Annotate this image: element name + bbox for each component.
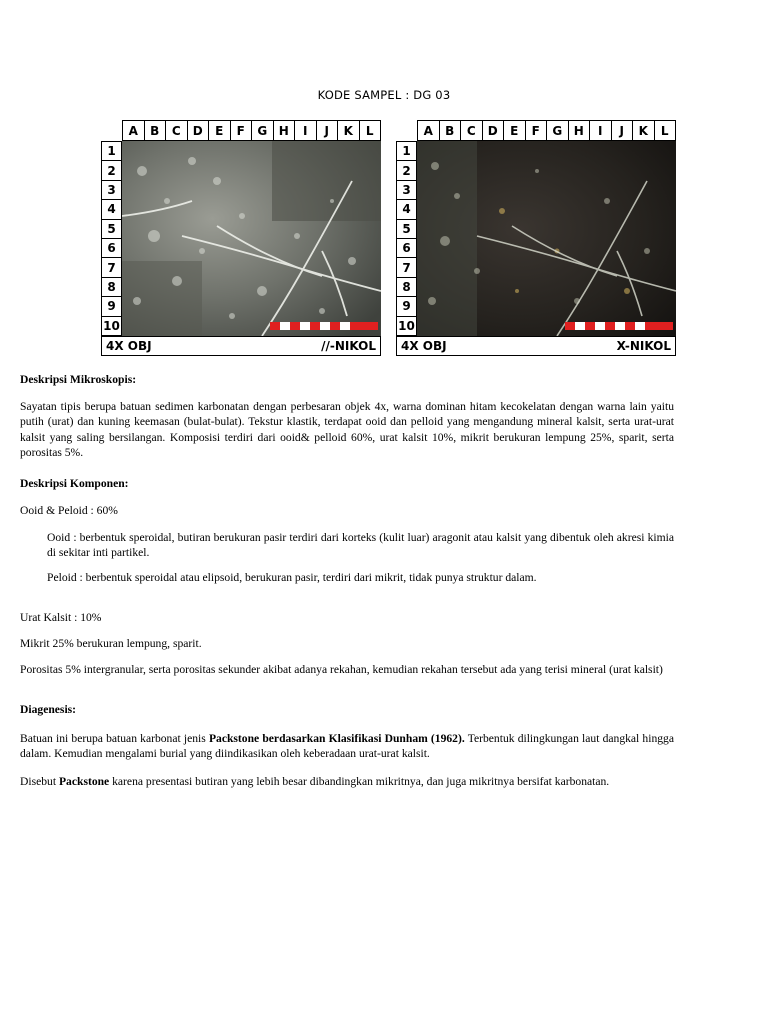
grid-column-label: K (632, 120, 654, 141)
ooid-description: Ooid : berbentuk speroidal, butiran berukuran pasir terdiri dari korteks (kulit luar) aragonit atau kalsit yang dibentuk oleh akresi kimia di sekitar inti partikel. (47, 531, 674, 560)
grid-column-label: E (208, 120, 230, 141)
grid-column-labels (417, 120, 676, 141)
peloid-description: Peloid : berbentuk speroidal atau elipsoid, berukuran pasir, terdiri dari mikrit, tidak punya struktur dalam. (47, 571, 537, 584)
grid-row-label: 3 (396, 180, 417, 199)
micrograph-panel-xpl (396, 120, 676, 356)
ooid-peloid-line: Ooid & Peloid : 60% (20, 504, 118, 517)
grid-column-label: C (165, 120, 187, 141)
grid-row-label: 5 (396, 219, 417, 238)
grid-column-label: J (316, 120, 338, 141)
grid-row-label: 4 (101, 199, 122, 218)
caption-bar-xpl (396, 336, 676, 356)
diag-p1-bold: Packstone berdasarkan Klasifikasi Dunham (1962). (208, 732, 465, 745)
grid-row-label: 9 (101, 296, 122, 315)
diag-p1-text-b: Terbentuk dilingkungan laut dangkal hingga dalam. Kemudian mengalami burial yang diindikasikan oleh keberadaan urat-urat kalsit. (20, 732, 674, 761)
grid-column-label: H (273, 120, 295, 141)
grid-column-label: J (611, 120, 633, 141)
caption-bar-ppl (101, 336, 381, 356)
grid-column-label: B (144, 120, 166, 141)
grid-column-label: F (525, 120, 547, 141)
grid-column-label: I (589, 120, 611, 141)
grid-row-label: 4 (396, 199, 417, 218)
diagenesis-paragraph-1 (20, 731, 674, 762)
nicol-mode-label: //-NIKOL (321, 339, 376, 353)
grid-column-label: H (568, 120, 590, 141)
grid-row-label: 6 (396, 238, 417, 257)
grid-row-label: 10 (101, 316, 122, 336)
grid-column-labels (122, 120, 381, 141)
grid-row-label: 7 (396, 257, 417, 276)
objective-label: 4X OBJ (401, 339, 447, 353)
grid-row-label: 5 (101, 219, 122, 238)
diag-p2-text-b: karena presentasi butiran yang lebih besar dibandingkan mikritnya, dan juga mikritnya bersifat karbonatan. (109, 775, 610, 788)
mikroskopis-paragraph: Sayatan tipis berupa batuan sedimen karbonatan dengan perbesaran objek 4x, warna dominan hitam kecokelatan dengan warna lain yaitu putih (urat) dan kuning keemasan (bulat-bulat). Tekstur klastik, terdapat ooid dan pelloid yang mengandung mineral kalsit, serta urat-urat kalsit yang saling bersilangan. Komposisi terdiri dari ooid& pelloid 60%, urat kalsit 10%, mikrit berukuran lempung 25%, sparit, serta porositas 5%. (20, 400, 674, 460)
porositas-paragraph: Porositas 5% intergranular, serta porositas sekunder akibat adanya rekahan, kemudian rekahan tersebut ada yang terisi mineral (urat kalsit) (20, 663, 663, 676)
grid-row-label: 8 (101, 277, 122, 296)
diag-p2-text-a: Disebut (20, 775, 59, 788)
grid-column-label: F (230, 120, 252, 141)
mikroskopis-heading: Deskripsi Mikroskopis: (20, 373, 137, 386)
grid-row-label: 9 (396, 296, 417, 315)
grid-row-labels (101, 141, 122, 336)
grid-column-label: G (546, 120, 568, 141)
diagenesis-heading: Diagenesis: (20, 703, 77, 716)
grid-row-label: 7 (101, 257, 122, 276)
grid-row-label: 6 (101, 238, 122, 257)
nicol-mode-label: X-NIKOL (616, 339, 671, 353)
micrograph-image-ppl (122, 141, 381, 336)
grid-column-label: A (417, 120, 439, 141)
grid-column-label: K (337, 120, 359, 141)
diagenesis-paragraph-2 (20, 774, 674, 789)
sample-code-title: KODE SAMPEL : DG 03 (317, 88, 451, 102)
grid-column-label: A (122, 120, 144, 141)
micrograph-image-xpl (417, 141, 676, 336)
grid-row-label: 8 (396, 277, 417, 296)
mikrit-line: Mikrit 25% berukuran lempung, sparit. (20, 637, 202, 650)
grid-row-labels (396, 141, 417, 336)
urat-kalsit-line: Urat Kalsit : 10% (20, 611, 102, 624)
grid-column-label: D (482, 120, 504, 141)
grid-column-label: L (654, 120, 677, 141)
grid-column-label: C (460, 120, 482, 141)
grid-row-label: 10 (396, 316, 417, 336)
grid-row-label: 2 (396, 160, 417, 179)
diag-p2-bold: Packstone (58, 775, 110, 788)
grid-row-label: 3 (101, 180, 122, 199)
grid-column-label: E (503, 120, 525, 141)
grid-column-label: I (294, 120, 316, 141)
grid-row-label: 2 (101, 160, 122, 179)
grid-row-label: 1 (101, 141, 122, 160)
grid-column-label: D (187, 120, 209, 141)
micrograph-panel-ppl (101, 120, 381, 356)
grid-column-label: L (359, 120, 382, 141)
grid-column-label: G (251, 120, 273, 141)
diag-p1-text-a: Batuan ini berupa batuan karbonat jenis (20, 732, 209, 745)
grid-column-label: B (439, 120, 461, 141)
objective-label: 4X OBJ (106, 339, 152, 353)
grid-row-label: 1 (396, 141, 417, 160)
komponen-heading: Deskripsi Komponen: (20, 477, 129, 490)
